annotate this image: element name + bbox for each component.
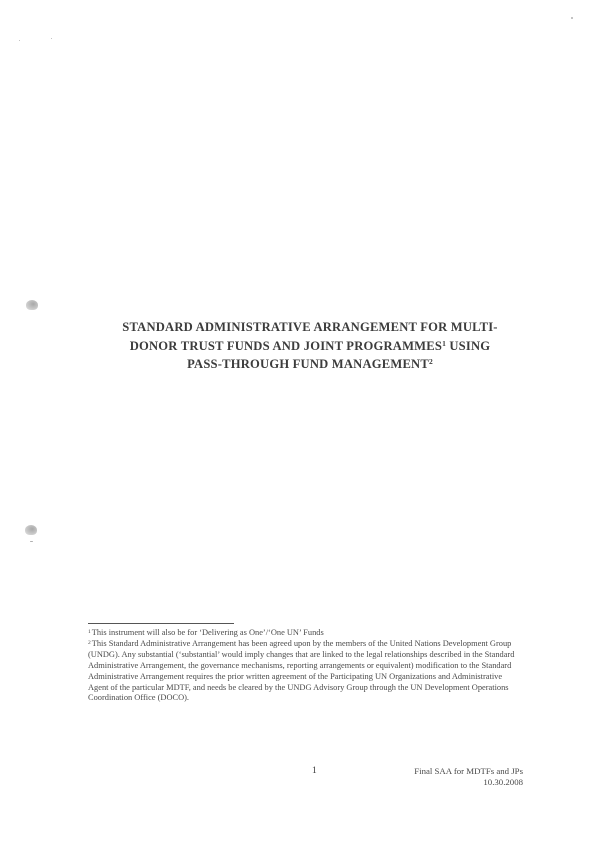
title-line-3-text: PASS-THROUGH FUND MANAGEMENT (187, 357, 429, 371)
scan-speck (30, 541, 33, 542)
document-title (80, 318, 540, 374)
footnote-ref-2: 2 (428, 357, 433, 366)
scan-speck (571, 17, 573, 19)
footer-date: 10.30.2008 (483, 777, 523, 787)
title-line-2 (80, 337, 540, 356)
scan-speck (51, 38, 52, 39)
punch-hole-bottom (25, 525, 37, 535)
title-line-1: STANDARD ADMINISTRATIVE ARRANGEMENT FOR MULTI- (122, 320, 498, 334)
punch-hole-top (26, 300, 38, 310)
footnote-text: This Standard Administrative Arrangement has been agreed upon by the members of the United Nations Development Group (UNDG). Any substantial (‘substantial’ would imply changes that are linked to the legal relationships described in the Standard Administrative Arrangement, the governance mechanisms, reporting arrangements or equivalent) modification to the Standard Administrative Arrangement requires the prior written agreement of the Participating UN Organizations and Administrative Agent of the particular MDTF, and needs be cleared by the UNDG Advisory Group through the UN Development Operations Coordination Office (DOCO). (88, 638, 515, 703)
title-line-3 (80, 355, 540, 374)
footnotes (88, 628, 522, 704)
title-line-2-text: DONOR TRUST FUNDS AND JOINT PROGRAMMES (129, 338, 443, 353)
title-line-2-tail: USING (446, 338, 491, 353)
footer-doc-label: Final SAA for MDTFs and JPs (414, 766, 523, 776)
footnote-separator (88, 623, 234, 624)
footer-label (343, 766, 523, 788)
page-number: 1 (312, 766, 317, 776)
footnote-text: This instrument will also be for ‘Delivering as One’/‘One UN’ Funds (91, 628, 324, 637)
footnote-1 (88, 628, 522, 639)
scan-speck (19, 40, 20, 41)
footnote-ref-1: 1 (442, 338, 447, 348)
footnote-mark: 2 (88, 639, 91, 646)
footnote-2 (88, 639, 522, 704)
footnote-mark: 1 (88, 629, 91, 635)
